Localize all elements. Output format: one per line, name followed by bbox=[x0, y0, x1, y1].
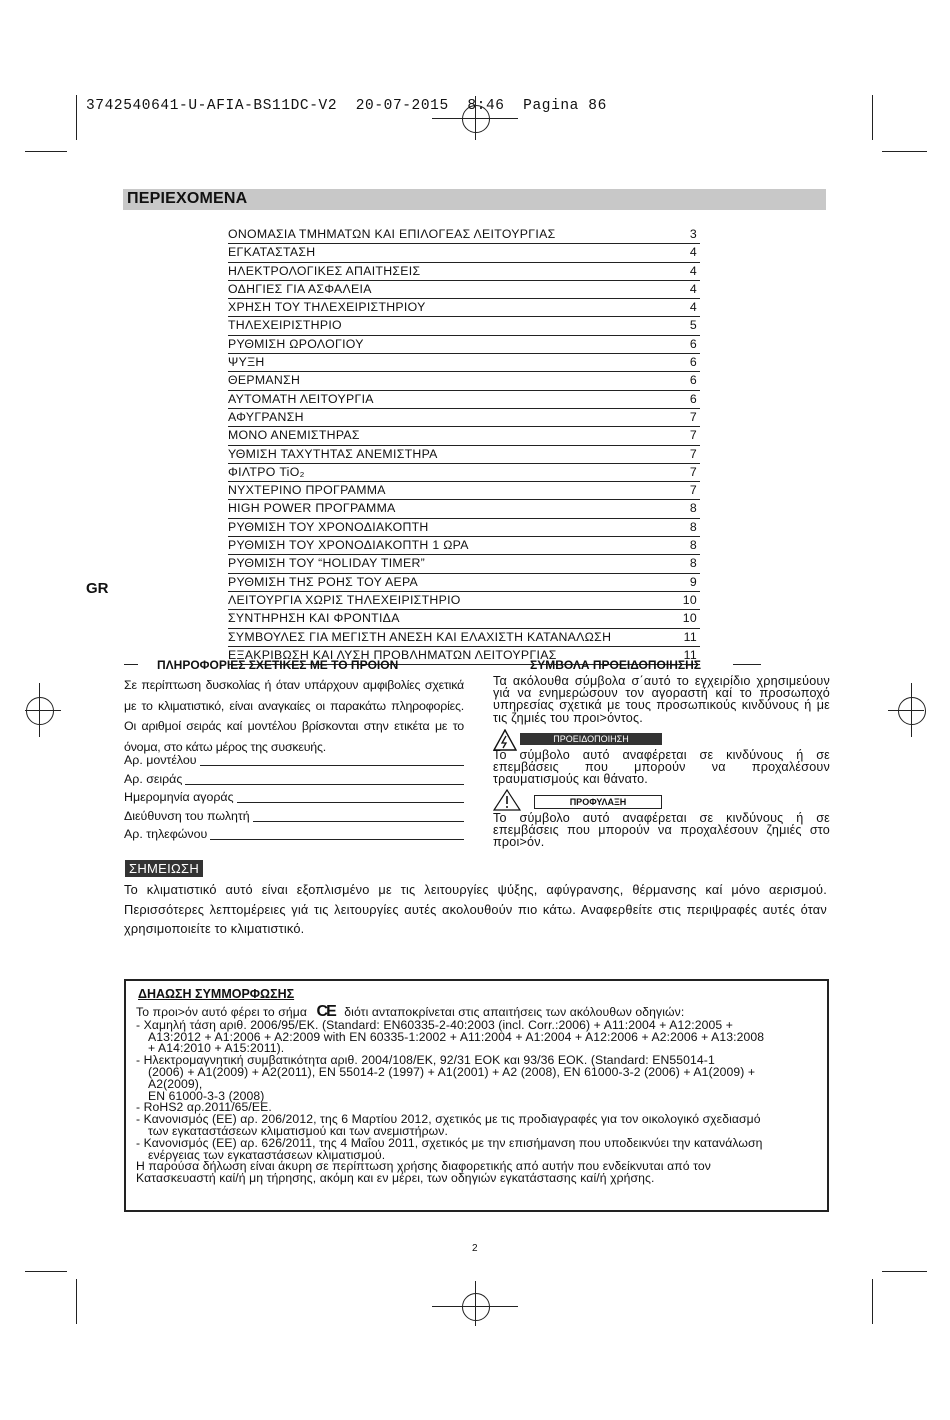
note-label: ΣΗΜΕΙΩΣΗ bbox=[125, 860, 203, 877]
warning-symbols-intro: Τα ακόλουθα σύμβολα σ΄αυτό το εγχειρίδιο χρησιμεύουν γιά να ενημερώσουν τον αγοραστή καί το προσωποχό υπηρεσίας σχετικά με τους προσωπικούς κινδύνους ή με τις ζημιές του προι>όντος. bbox=[493, 674, 830, 725]
toc-row bbox=[228, 427, 700, 445]
contents-title: ΠΕΡΙΕΧΟΜΕΝΑ bbox=[127, 190, 248, 207]
toc-label: ΟΔΗΓΙΕΣ ΓΙΑ ΑΣΦΑΛΕΙΑ bbox=[228, 281, 372, 296]
warning-label: ΠΡΟΕΙΔΟΠΟΙΗΣΗ bbox=[520, 733, 662, 745]
toc-label: ΕΞΑΚΡΙΒΩΣΗ ΚΑΙ ΛΥΣΗ ΠΡΟΒΛΗΜΑΤΩΝ ΛΕΙΤΟΥΡΓΙΑΣ bbox=[228, 647, 557, 662]
toc-row bbox=[228, 409, 700, 427]
declaration-lines bbox=[136, 1017, 816, 1186]
toc-label: ΥΘΜΙΣΗ ΤΑΧΥΤΗΤΑΣ ΑΝΕΜΙΣΤΗΡΑ bbox=[228, 446, 438, 461]
declaration-line: Κατασκευαστή καί/ή μη τήρησης, ακόμη και εν μέρει, των οδηγιών εγκατάστασης καί/ή χρήσης. bbox=[136, 1171, 655, 1186]
info-field bbox=[124, 790, 464, 804]
declaration-line: - Χαμηλή τάση αριθ. 2006/95/ΕΚ. (Standard: EN60335-2-40:2003 (incl. Corr.:2006) + A11:2004 + A12:2005 + bbox=[136, 1017, 733, 1032]
info-field bbox=[124, 809, 464, 823]
toc-label: ΟΝΟΜΑΣΙΑ ΤΜΗΜΑΤΩΝ ΚΑΙ ΕΠΙΛΟΓΕΑΣ ΛΕΙΤΟΥΡΓΙΑΣ bbox=[228, 227, 556, 241]
toc-page: 8 bbox=[689, 556, 697, 571]
toc-label: ΛΕΙΤΟΥΡΓΙΑ ΧΩΡΙΣ ΤΗΛΕΧΕΙΡΙΣΤΗΡΙΟ bbox=[228, 592, 461, 607]
declaration-intro bbox=[136, 1003, 816, 1020]
toc-page: 6 bbox=[689, 373, 697, 388]
toc-label: ΝΥΧΤΕΡΙΝΟ ΠΡΟΓΡΑΜΜΑ bbox=[228, 483, 386, 498]
toc-label: ΦΙΛΤΡΟ TiO₂ bbox=[228, 464, 305, 479]
product-info-text: Σε περίπτωση δυσκολίας ή όταν υπάρχουν αμφιβολίες σχετικά με το κλιματιστικό, είναι αναγκαίες οι παρακάτω πληροφορίες. Οι αριθμοί σειράς καί μοντέλου βρίσκονται στην ετικέτα με το όνομα, στο κάτω μέρος της συσκευής. bbox=[124, 678, 464, 754]
declaration-line: - Κανονισμός (ΕΕ) αρ. 206/2012, της 6 Μαρτίου 2012, σχετικός με τις προδιαγραφές για τον οικολογικό σχεδιασμό bbox=[136, 1112, 761, 1127]
toc-label: ΑΥΤΟΜΑΤΗ ΛΕΙΤΟΥΡΓΙΑ bbox=[228, 391, 374, 406]
toc-page: 3 bbox=[689, 227, 697, 241]
declaration-line: EN 61000-3-3 (2008) bbox=[148, 1088, 265, 1103]
toc-page: 4 bbox=[689, 300, 697, 315]
declaration-line: ενέργειας των εγκαταστάσεων κλιματισμού. bbox=[148, 1147, 386, 1162]
info-field-label: Αρ. σειράς bbox=[124, 771, 183, 786]
toc-row bbox=[228, 263, 700, 281]
toc-row bbox=[228, 519, 700, 537]
toc-row bbox=[228, 500, 700, 518]
toc-label: ΡΥΘΜΙΣΗ ΤΟΥ ΧΡΟΝΟΔΙΑΚΟΠΤΗ 1 ΩΡΑ bbox=[228, 538, 469, 553]
print-header: 3742540641-U-AFIA-BS11DC-V2 20-07-2015 8:46 Pagina 86 bbox=[86, 98, 607, 114]
toc-page: 4 bbox=[689, 245, 697, 260]
info-field-label: Ημερομηνία αγοράς bbox=[124, 790, 234, 805]
caution-warning-icon bbox=[493, 789, 521, 811]
toc-page: 8 bbox=[689, 501, 697, 516]
toc-label: ΣΥΝΤΗΡΗΣΗ ΚΑΙ ΦΡΟΝΤΙΔΑ bbox=[228, 611, 400, 626]
toc-row bbox=[228, 592, 700, 610]
product-info-title: ΠΛΗΡΟΦΟΡΙΕΣ ΣΧΕΤΙΚΕΣ ΜΕ ΤΟ ΠΡΟΙΟΝ bbox=[157, 658, 399, 672]
info-field-line[interactable] bbox=[200, 753, 464, 766]
info-field-label: Αρ. τηλεφώνου bbox=[124, 827, 208, 842]
page-number: 2 bbox=[472, 1243, 478, 1254]
declaration-line: - Κανονισμός (ΕΕ) αρ. 626/2011, της 4 Μαΐου 2011, σχετικός με την επισήμανση που υποδεικνύει την κατανάλωση bbox=[136, 1135, 763, 1150]
info-field-label: Αρ. μοντέλου bbox=[124, 753, 197, 767]
toc-page: 6 bbox=[689, 391, 697, 406]
toc-row bbox=[228, 299, 700, 317]
toc-page: 7 bbox=[689, 464, 697, 479]
toc-label: ΡΥΘΜΙΣΗ ΩΡΟΛΟΓΙΟΥ bbox=[228, 336, 364, 351]
toc-page: 9 bbox=[689, 574, 697, 589]
toc-page: 6 bbox=[689, 336, 697, 351]
caution-text: Το σύμβολο αυτό αναφέρεται σε κινδύνους ή σε επεμβάσεις που μπορούν να προχαλέσουν ζημιές στο προι>όν. bbox=[493, 811, 830, 850]
toc-label: ΤΗΛΕΧΕΙΡΙΣΤΗΡΙΟ bbox=[228, 318, 342, 333]
table-of-contents bbox=[228, 226, 700, 665]
declaration-line: Η παρούσα δήλωση είναι άκυρη σε περίπτωση χρήσης διαφορετικής από αυτήν που ενδείκνυται από τον bbox=[136, 1159, 711, 1174]
declaration-intro-before: Το προι>όν αυτό φέρει το σήμα bbox=[136, 1005, 308, 1019]
declaration-line: (2006) + A1(2009) + A2(2011), EN 55014-2 (1997) + A1(2001) + A2 (2008), EN 61000-3-2 (2006) + A1(2009) + bbox=[148, 1064, 756, 1079]
toc-label: ΜΟΝΟ ΑΝΕΜΙΣΤΗΡΑΣ bbox=[228, 428, 360, 443]
toc-page: 11 bbox=[683, 629, 697, 644]
info-field-label: Διεύθυνση του πωλητή bbox=[124, 808, 250, 823]
toc-row bbox=[228, 464, 700, 482]
toc-row bbox=[228, 537, 700, 555]
toc-row bbox=[228, 610, 700, 628]
declaration-line: A2(2009), bbox=[148, 1076, 203, 1091]
toc-page: 10 bbox=[682, 611, 697, 626]
info-field bbox=[124, 772, 464, 786]
toc-label: ΑΦΥΓΡΑΝΣΗ bbox=[228, 409, 304, 424]
language-badge: GR bbox=[86, 580, 109, 597]
toc-row bbox=[228, 226, 700, 244]
declaration-body bbox=[136, 1003, 816, 1186]
toc-page: 4 bbox=[689, 263, 697, 278]
toc-row bbox=[228, 317, 700, 335]
toc-label: ΕΓΚΑΤΑΣΤΑΣΗ bbox=[228, 245, 316, 260]
info-field bbox=[124, 827, 464, 841]
toc-page: 7 bbox=[689, 428, 697, 443]
toc-row bbox=[228, 555, 700, 573]
toc-page: 6 bbox=[689, 355, 697, 370]
toc-page: 4 bbox=[689, 281, 697, 296]
declaration-line: - RoHS2 αρ.2011/65/ΕΕ. bbox=[136, 1100, 272, 1115]
toc-label: ΣΥΜΒΟΥΛΕΣ ΓΙΑ ΜΕΓΙΣΤΗ ΑΝΕΣΗ ΚΑΙ ΕΛΑΧΙΣΤΗ ΚΑΤΑΝΑΛΩΣΗ bbox=[228, 629, 612, 644]
caution-label: ΠΡΟΦΥΛΑΞΗ bbox=[534, 795, 662, 809]
declaration-line: + A14:2010 + A15:2011). bbox=[148, 1041, 285, 1056]
toc-row bbox=[228, 391, 700, 409]
info-field-line[interactable] bbox=[253, 809, 464, 822]
info-field-line[interactable] bbox=[210, 827, 464, 840]
toc-label: ΧΡΗΣΗ ΤΟΥ ΤΗΛΕΧΕΙΡΙΣΤΗΡΙΟΥ bbox=[228, 300, 426, 315]
toc-row bbox=[228, 574, 700, 592]
declaration-title: ΔΗΑΩΣΗ ΣΥΜΜΟΡΦΩΣΗΣ bbox=[138, 987, 295, 1001]
toc-label: ΗΛΕΚΤΡΟΛΟΓΙΚΕΣ ΑΠΑΙΤΗΣΕΙΣ bbox=[228, 263, 421, 278]
warning-symbols-title: ΣΥΜΒΟΛΑ ΠΡΟΕΙΔΟΠΟΙΗΣΗΣ bbox=[530, 658, 701, 672]
toc-row bbox=[228, 354, 700, 372]
toc-page: 11 bbox=[683, 647, 697, 662]
info-field-line[interactable] bbox=[237, 790, 464, 803]
toc-row bbox=[228, 482, 700, 500]
toc-row bbox=[228, 244, 700, 262]
declaration-line: - Ηλεκτρομαγνητική συμβατικότητα αριθ. 2004/108/ΕΚ, 92/31 ΕΟΚ και 93/36 ΕΟΚ. (Standard: EN55014-1 bbox=[136, 1053, 715, 1068]
toc-row bbox=[228, 281, 700, 299]
info-field bbox=[124, 753, 464, 767]
toc-label: HIGH POWER ΠΡΟΓΡΑΜΜΑ bbox=[228, 501, 396, 516]
declaration-line: A13:2012 + A1:2006 + A2:2009 with EN 60335-1:2002 + A11:2004 + A1:2004 + A12:2006 + A2:2006 + A13:2008 bbox=[148, 1029, 765, 1044]
note-text: Το κλιματιστικό αυτό είναι εξοπλισμένο με τις λειτουργίες ψύξης, αφύγρανσης, θέρμανσης καί μόνο αερισμού. Περισσότερες λεπτομέρειες γιά τις λειτουργίες αυτές ακολουθούν πιο κάτω. Αναφερθείτε στις περιψραφές αυτές όταν χρησιμοποιείτε το κλιματιστικό. bbox=[124, 882, 827, 936]
toc-row bbox=[228, 629, 700, 647]
declaration-line: των εγκαταστάσεων κλιματισμού και των ανεμιστήρων. bbox=[148, 1123, 448, 1138]
toc-page: 5 bbox=[689, 318, 697, 333]
toc-label: ΘΕΡΜΑΝΣΗ bbox=[228, 373, 301, 388]
toc-page: 7 bbox=[689, 409, 697, 424]
declaration-intro-after: διότι ανταποκρίνεται στις απαιτήσεις των ακόλουθων οδηγιών: bbox=[344, 1005, 685, 1019]
info-field-line[interactable] bbox=[185, 772, 464, 785]
toc-row bbox=[228, 372, 700, 390]
toc-page: 10 bbox=[682, 592, 697, 607]
warning-text: Το σύμβολο αυτό αναφέρεται σε κινδύνους ή σε επεμβάσεις που μπορούν να προχαλέσουν τραυματισμούς και θάνατο. bbox=[493, 748, 830, 787]
toc-row bbox=[228, 336, 700, 354]
toc-label: ΨΥΞΗ bbox=[228, 355, 265, 370]
ce-mark-icon: CE bbox=[316, 1003, 335, 1020]
toc-label: ΡΥΘΜΙΣΗ ΤΟΥ ΧΡΟΝΟΔΙΑΚΟΠΤΗ bbox=[228, 519, 429, 534]
toc-page: 7 bbox=[689, 446, 697, 461]
toc-label: ΡΥΘΜΙΣΗ ΤΟΥ “HOLIDAY TIMER” bbox=[228, 556, 426, 571]
toc-label: ΡΥΘΜΙΣΗ ΤΗΣ ΡΟΗΣ ΤΟΥ ΑΕΡΑ bbox=[228, 574, 419, 589]
toc-row bbox=[228, 446, 700, 464]
toc-page: 8 bbox=[689, 519, 697, 534]
toc-page: 7 bbox=[689, 483, 697, 498]
toc-page: 8 bbox=[689, 538, 697, 553]
